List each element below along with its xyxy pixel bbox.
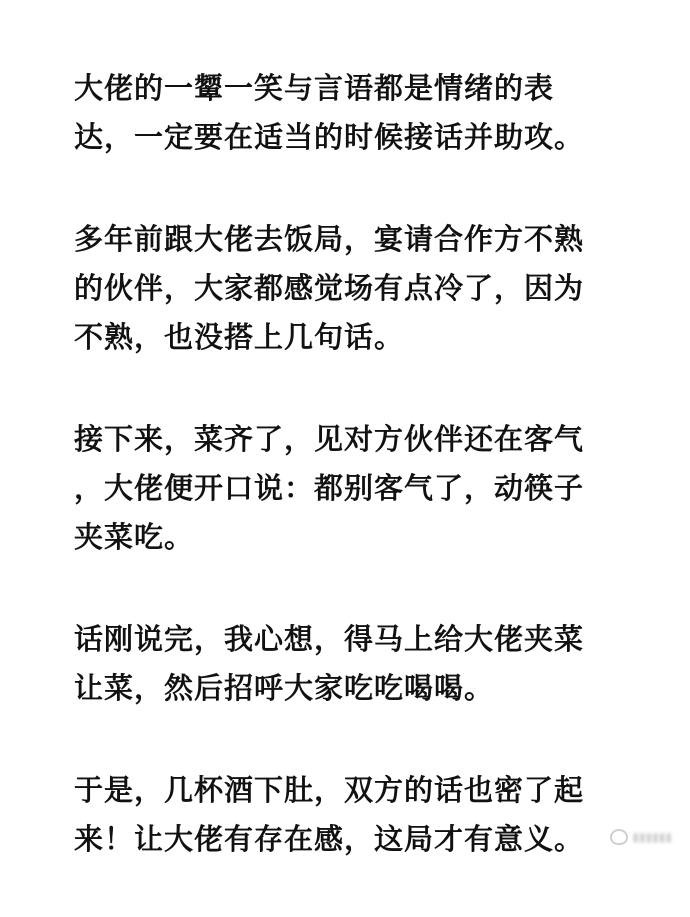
paragraph-line: 来！让大佬有存在感，这局才有意义。 [74, 822, 585, 856]
paragraph-line: 于是，几杯酒下肚，双方的话也密了起 [74, 773, 585, 807]
paragraph-line: 不熟，也没搭上几句话。 [74, 320, 405, 354]
paragraph-line: 大佬的一颦一笑与言语都是情绪的表 [74, 71, 555, 105]
article-body [74, 64, 634, 917]
weibo-logo-icon [610, 829, 628, 845]
paragraph-4 [74, 615, 634, 713]
watermark [610, 829, 672, 845]
watermark-text: ▮▮▮▮▮▮ [632, 830, 672, 844]
paragraph-line: 话刚说完，我心想，得马上给大佬夹菜 [74, 622, 585, 656]
paragraph-line: 的伙伴，大家都感觉场有点冷了，因为 [74, 271, 585, 305]
paragraph-2 [74, 215, 634, 362]
paragraph-line: 让菜，然后招呼大家吃吃喝喝。 [74, 671, 495, 705]
paragraph-line: 多年前跟大佬去饭局，宴请合作方不熟 [74, 222, 585, 256]
paragraph-line: ，大佬便开口说：都别客气了，动筷子 [74, 471, 585, 505]
paragraph-3 [74, 415, 634, 562]
paragraph-5 [74, 766, 634, 864]
paragraph-line: 达，一定要在适当的时候接话并助攻。 [74, 120, 585, 154]
paragraph-line: 接下来，菜齐了，见对方伙伴还在客气 [74, 422, 585, 456]
paragraph-line: 夹菜吃。 [74, 520, 195, 554]
paragraph-1 [74, 64, 634, 162]
